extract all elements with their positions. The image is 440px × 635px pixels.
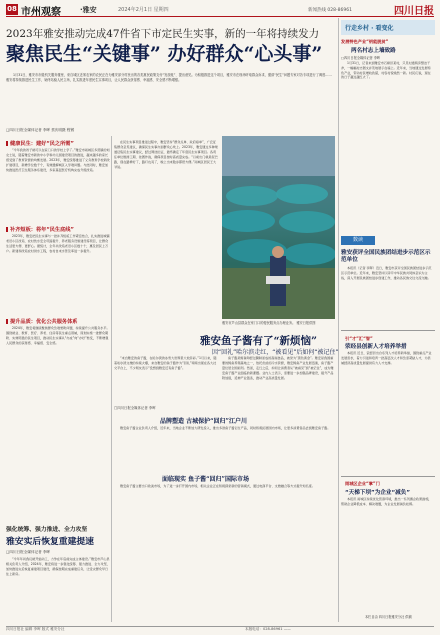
feature-body: 鱼子酱是鲟鱼卵经过腌制而成的高端食品，被誉为“黑色黄金”。雅安是我国重要的鲟鱼养殖基地之一，依托优质的冷水资源，雅安鲟鱼产业发展迅速，鱼子酱产量位居全国前列。然而，走红之后，如何让消费者从“被看见”到“被记住”，成为雅安鱼子酱产业面临的新课题。业内人士表示，需要进一步加强品牌建设，提升产品附加值，延伸产业链条，推动产业高质量发展。: [222, 356, 334, 380]
page-number: 08: [7, 5, 17, 13]
feature-subhead: 因“回礼”哈尔滨走红，“被看见”后如何“被记住”: [212, 349, 339, 356]
sidebar-item4-credit: 本栏目由 四川日报雅安分社 供稿: [365, 615, 412, 619]
sidebar-banner: 行走乡村 · 看变化: [341, 20, 435, 35]
bottom-left-kicker: 强化统筹、强力推进、全力攻坚: [6, 527, 88, 533]
footer-right: 本版电话：028-86961 ——: [245, 627, 291, 631]
main-lead: 1月31日，雅安市市级机关服务楼里，来自城区近郊农家的农民正在为雅安部分村民出的各类惠民政策支付“发放帐”、提出意见。为积极推进这个项目，雅安市在现场听取群众诉求，邀请“民生”问题专家对各专项进行了调度……雅安将持续推进民生工作，始终站稳人民立场，扎实推进年度民生实事项目，让人民群众获得感、幸福感、安全感不断增强。: [6, 73, 332, 83]
box-body-1: 雅安鱼子酱企业负责人介绍，近年来，当地企业不断加大研发投入，推出多款鱼子酱衍生产品，同时积极拓展国内市场，让更多消费者品尝到雅安鱼子酱。: [120, 426, 331, 430]
section-body-2: 2023年，雅安把民生实事与一批补齐短板工作紧密结合，扎实推进城镇老旧小区改造、农村饮水安全巩固提升、养老服务设施建设等项目，让群众生活更方便、更舒心。据统计，全年共改造老旧小区数十个，惠及居民上万户。新建和改造农村供水工程，农村自来水普及率进一步提升。: [6, 234, 110, 253]
section-heading-2: 补齐短板：将年“民生底线”: [6, 226, 74, 233]
right-sidebar: [341, 18, 435, 630]
main-headline: 聚焦民生“关键事” 办好群众“心头事”: [6, 43, 323, 65]
section-bar: [6, 319, 8, 324]
feature-quote: “来自雅安的鱼子酱，在哈尔滨的冰雪大世界里大放异彩。”1月以来，随着哈尔滨文旅的持续火爆，来自雅安的鱼子酱作为“回礼”频频出现在各大社交平台上，不少网友表示“没想到雅安还有鱼子酱”。: [114, 356, 217, 370]
section-body-1: “今年我的孩子就可以在家门口的学校上学了。”雅安市雨城区多营镇的刘女士说，随着雅安市新的中小学和幼儿园建设项目的推进，越来越多的家长感受到了教育资源的均衡发展。2023年，雅安统筹推进了义务教育学校新改扩建项目，新增学位数千个，有效缓解城区入学难问题。与此同时，雅安加快推进医疗卫生服务体系建设，多家基层医疗机构完成升级改造。: [6, 148, 110, 172]
sidebar-item1-kicker: 发展特色产业“钥能脱贫”: [341, 39, 389, 44]
bottom-left-credit: □四川日报全媒体记者 李晖: [6, 550, 51, 554]
sidebar-item2-headline: 雅安获评全国民族团结进步示范区示范单位: [341, 250, 431, 263]
main-credit: □四川日报全媒体记者 李晖 蔡庆明摄 程钢: [6, 128, 74, 132]
middle-body: 在民生实事项目推进过程中，雅安坚持“群众点单、政府接单”，广泛征集群众意见建议，确保民生实事办到群众心坎上。2023年，雅安通过多种渠道征集民生实事建议，经过筛选论证，最终确定了年度民生实事项目。各责任单位倒排工期、挂图作战，确保项目按时高质量完成。“以前出门就是泥巴路，现在路修好了，路灯也亮了，晚上出来散步都很方便。”雨城区居民王大爷说。: [114, 140, 218, 169]
section-body-3: 2024年，雅安将继续聚焦群众急难愁盼问题，持续提升公共服务水平。围绕就业、教育、医疗、养老、住房等民生重点领域，谋划实施一批群众期盼、实效明显的民生项目，推动民生实事从“办成”向“办好”转变，不断增强人民群众的获得感、幸福感、安全感。: [6, 326, 110, 345]
sidebar-rule: [341, 330, 435, 331]
section-bar: [6, 141, 8, 146]
sidebar-item3-headline: 荥经县创新人才培养举措: [345, 344, 407, 350]
box-body-2: 雅安鱼子酱主要出口欧美市场，为了进一步打开国内市场，相关企业正在积极探索新的营销模式，通过电商平台、文旅融合等方式提升知名度。: [120, 484, 315, 488]
sidebar-item1-headline: 两名村志上墙致路: [351, 48, 396, 54]
sidebar-divider: [338, 18, 339, 622]
hotline: 新闻热线 028-86961: [308, 8, 352, 13]
section-title: 市州观察: [21, 7, 61, 18]
bottom-left-body: “今年年初我们就开始动工，力争在年底前完成主体建设。”雅安市芦山县相关负责人介绍，2024年，雅安将进一步强化统筹、强力推进、全力攻坚，加快推进灾后恢复重建项目建设，确保按期完成重建任务，让受灾群众早日住上新房。: [6, 557, 110, 576]
sidebar-item2-body: 本报讯（记者 李晖）近日，雅安市获评全国民族团结进步示范区示范单位。近年来，雅安坚持以铸牢中华民族共同体意识为主线，深入开展民族团结进步创建工作，推动各民族交往交流交融。: [341, 266, 432, 280]
sidebar-item3-body: 本报讯 近日，荥经县出台系列人才培养新举措，围绕重点产业发展需求，着力引进和培育一批高层次人才和急需紧缺人才，为县域经济高质量发展提供有力人才支撑。: [341, 351, 432, 365]
sidebar-item4-headline: “天梯下坝”为企业“减负”: [345, 490, 411, 496]
footer-rule: [6, 626, 434, 627]
sidebar-item4-kicker: 雨城区企业“掌”门: [345, 481, 380, 486]
main-photo: [222, 136, 335, 319]
box-title-2: 面临现实 鱼子酱“回归”国际市场: [162, 476, 249, 483]
section-heading-3: 提升品质：优化公共服务体系: [6, 318, 77, 325]
footer-left: 四川日报社 编辑 李晖 版式 雅安分社: [6, 627, 65, 631]
sidebar-item1-body: 1月31日，记者来到雅安市石棉县某村，只见村道两旁整洁干净，一幅幅村志图文并茂地展示在墙上。近年来，当地通过发展特色产业，带动村民增收致富，村容村貌焕然一新。村民们说，现在的日子越过越红火了。: [341, 61, 431, 80]
sidebar-item1-credit: □四川日报全媒体记者 李晖: [341, 56, 381, 60]
newspaper-logo: 四川日报: [394, 6, 434, 17]
box-title-1: 品牌塑造 古城保护“回归”江户川: [160, 418, 247, 425]
bottom-left-box: [6, 524, 112, 548]
fish-farm-photo: [222, 136, 335, 319]
column-divider: [111, 136, 112, 622]
main-kicker: 2023年雅安推动完成47件省下市定民生实事，新的一年将持续发力: [6, 28, 320, 40]
sidebar-item3-kicker: 引“才”汇“智”: [345, 336, 373, 341]
sidebar-item4-body: 本报讯 雨城区持续优化营商环境，推出一系列惠企政策措施，帮助企业降低成本、解决难题，为企业发展减负松绑。: [341, 497, 432, 506]
sub-section: ·雅安: [80, 6, 97, 14]
masthead: [6, 3, 434, 17]
sidebar-tag: 数读: [341, 236, 375, 245]
photo-caption: 雅安市芦山县群众在家门口的便民服务点办理业务。 雅安日报供图: [222, 321, 316, 325]
date-line: 2024年2月1日 星期四: [118, 7, 169, 13]
sidebar-rule: [341, 476, 435, 477]
feature-headline: 雅安鱼子酱有了“新烦恼”: [200, 335, 318, 347]
bottom-left-headline: 雅安实后恢复重建提速: [6, 537, 94, 547]
feature-credit: □四川日报全媒体记者 李晖: [114, 406, 156, 410]
section-bar: [6, 227, 8, 232]
section-heading-1: 健康民生：建好“民之所需”: [6, 140, 74, 147]
